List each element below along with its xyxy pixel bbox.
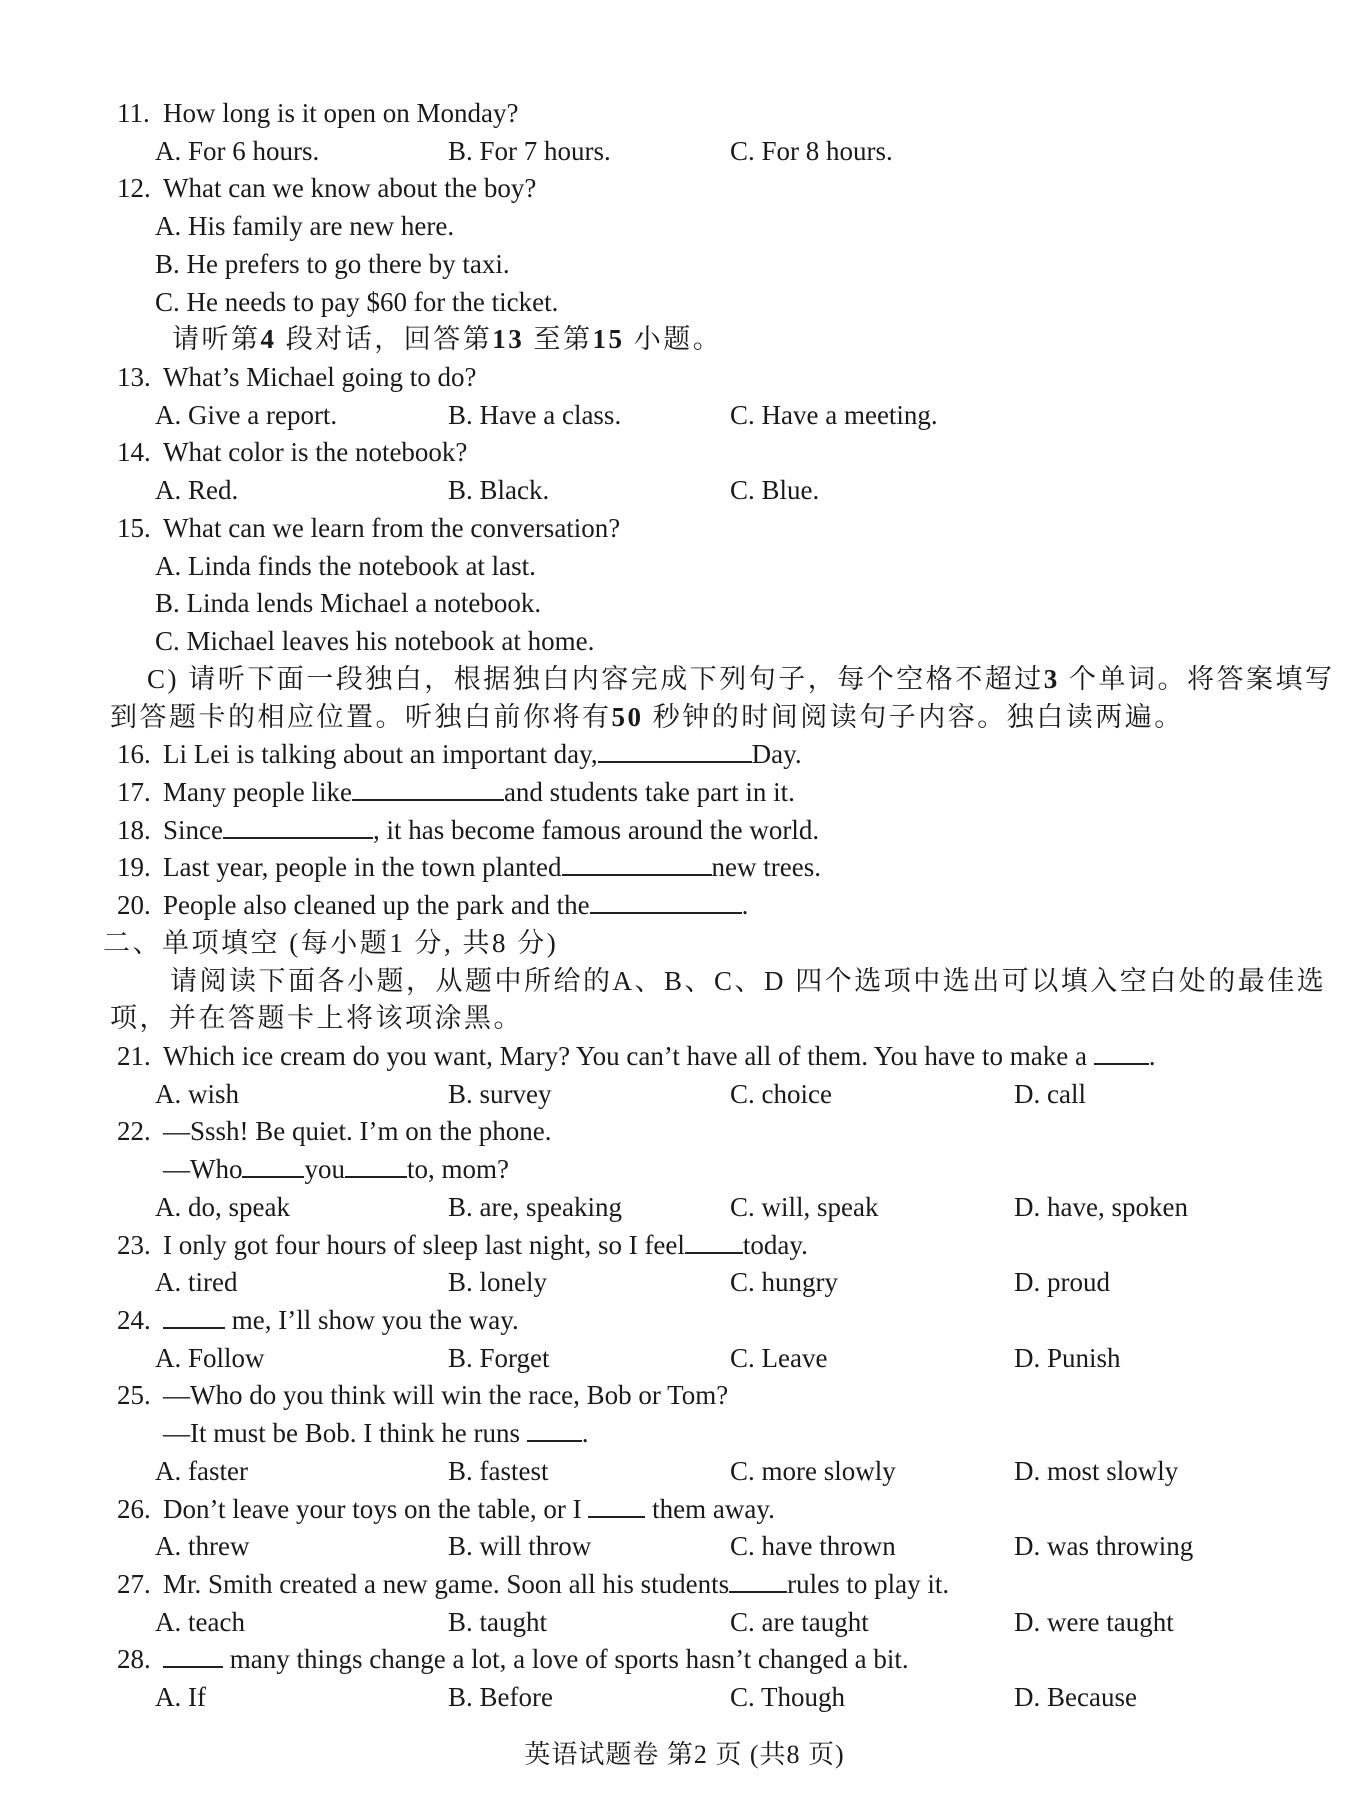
- text-run: 秒钟的时间阅读句子内容。独白读两遍。: [643, 701, 1184, 732]
- text-run: 15: [592, 324, 625, 355]
- option-line: [0, 208, 1369, 246]
- fill-in-blank: [562, 850, 712, 876]
- question-number: 11.: [117, 98, 150, 128]
- option-a: A. threw: [155, 1531, 250, 1562]
- option-c: C. choice: [730, 1078, 832, 1109]
- question-line: [0, 1302, 1369, 1340]
- option-b: B. Forget: [448, 1342, 550, 1373]
- option-d: D. Because: [1014, 1682, 1137, 1713]
- text-run: Last year, people in the town planted: [163, 852, 562, 883]
- question-line: [0, 812, 1369, 850]
- text-run: —Sssh! Be quiet. I’m on the phone.: [163, 1116, 552, 1147]
- section-c-instructions: [0, 661, 1369, 699]
- text-run: and students take part in it.: [503, 776, 795, 807]
- fill-in-blank: [352, 775, 504, 801]
- question-line: [0, 887, 1369, 925]
- question-line: [0, 1038, 1369, 1076]
- question-line: [0, 434, 1369, 472]
- option-b: B. taught: [448, 1606, 547, 1637]
- text-run: today.: [742, 1229, 808, 1260]
- option-c: C. are taught: [730, 1606, 869, 1637]
- options-row: [0, 1264, 1369, 1302]
- fill-in-blank: [242, 1152, 304, 1178]
- instructions-continued: [0, 699, 1369, 737]
- text-run: Mr. Smith created a new game. Soon all his students: [163, 1569, 730, 1600]
- fill-in-blank: [598, 737, 752, 763]
- options-row: [0, 1189, 1369, 1227]
- question-line: [0, 510, 1369, 548]
- text-run: A. Linda finds the notebook at last.: [155, 550, 536, 581]
- option-c: C. hungry: [730, 1267, 838, 1298]
- question-number: 23.: [117, 1229, 151, 1260]
- text-run: .: [1148, 1040, 1156, 1071]
- text-run: B. Linda lends Michael a notebook.: [155, 588, 542, 619]
- text-run: 4: [260, 324, 277, 355]
- question-number: 20.: [117, 890, 151, 921]
- option-line: [0, 284, 1369, 322]
- option-c: C. Though: [730, 1682, 846, 1713]
- text-run: 3: [1043, 663, 1060, 694]
- fill-in-blank: [729, 1567, 787, 1593]
- option-a: A. For 6 hours.: [155, 135, 320, 166]
- text-run: Which ice cream do you want, Mary? You can’t have all of them. You have to make a: [163, 1040, 1094, 1071]
- option-a: A. If: [155, 1682, 206, 1713]
- text-run: —Who: [163, 1154, 243, 1185]
- text-run: them away.: [645, 1493, 775, 1524]
- question-number: 25.: [117, 1380, 151, 1411]
- text-run: Since: [163, 814, 223, 845]
- option-b: B. lonely: [448, 1267, 547, 1298]
- option-b: B. fastest: [448, 1455, 549, 1486]
- question-line: [0, 849, 1369, 887]
- text-run: Many people like: [163, 776, 352, 807]
- option-d: D. Punish: [1014, 1342, 1121, 1373]
- question-line: [0, 1566, 1369, 1604]
- text-run: Day.: [751, 739, 802, 770]
- fill-in-blank: [588, 1492, 645, 1518]
- text-run: .: [581, 1418, 589, 1449]
- options-row: [0, 1604, 1369, 1642]
- footer-text: 英语试题卷 第2 页 (共8 页): [524, 1740, 845, 1769]
- text-run: 至第: [524, 324, 593, 355]
- dialog-line: [0, 1151, 1369, 1189]
- options-row: [0, 1528, 1369, 1566]
- question-number: 24.: [117, 1305, 151, 1335]
- fill-in-blank: [685, 1228, 743, 1254]
- text-run: How long is it open on Monday?: [163, 98, 519, 128]
- text-run: 13: [492, 324, 525, 355]
- text-run: What can we know about the boy?: [163, 173, 537, 204]
- section-two-header: [0, 925, 1369, 963]
- page-footer: [0, 1734, 1369, 1771]
- text-run: 请阅读下面各小题，从题中所给的A、B、C、D 四个选项中选出可以填入空白处的最佳选: [170, 965, 1327, 996]
- option-a: A. Give a report.: [155, 399, 338, 430]
- question-number: 16.: [117, 739, 151, 770]
- text-run: What color is the notebook?: [163, 437, 468, 468]
- question-number: 13.: [117, 362, 151, 393]
- question-line: [0, 1113, 1369, 1151]
- question-line: [0, 359, 1369, 397]
- question-number: 28.: [117, 1644, 151, 1675]
- option-b: B. are, speaking: [448, 1191, 622, 1222]
- option-a: A. faster: [155, 1455, 248, 1486]
- question-line: [0, 1641, 1369, 1679]
- options-row: [0, 472, 1369, 510]
- instructions-continued: [0, 1000, 1369, 1038]
- exam-body: [0, 95, 1369, 1717]
- text-run: .: [741, 890, 749, 921]
- option-b: B. survey: [448, 1078, 552, 1109]
- listening-hint-line: [0, 321, 1369, 359]
- text-run: many things change a lot, a love of sports hasn’t changed a bit.: [223, 1644, 909, 1675]
- option-d: D. was throwing: [1014, 1531, 1194, 1562]
- fill-in-blank: [163, 1303, 225, 1329]
- text-run: A. His family are new here.: [155, 211, 455, 242]
- question-line: [0, 736, 1369, 774]
- question-number: 27.: [117, 1569, 151, 1600]
- options-row: [0, 1679, 1369, 1717]
- text-run: to, mom?: [406, 1154, 509, 1185]
- option-line: [0, 246, 1369, 284]
- dialog-line: [0, 1415, 1369, 1453]
- text-run: 项，并在答题卡上将该项涂黑。: [110, 1003, 523, 1034]
- options-row: [0, 133, 1369, 171]
- text-run: Don’t leave your toys on the table, or I: [163, 1493, 589, 1524]
- text-run: I only got four hours of sleep last night, so I feel: [163, 1229, 685, 1260]
- option-c: C. For 8 hours.: [730, 135, 893, 166]
- option-a: A. do, speak: [155, 1191, 290, 1222]
- text-run: 小题。: [624, 324, 723, 355]
- text-run: Li Lei is talking about an important day,: [163, 739, 598, 770]
- option-a: A. Red.: [155, 475, 239, 506]
- question-number: 12.: [117, 173, 151, 204]
- option-c: C. more slowly: [730, 1455, 896, 1486]
- option-b: B. will throw: [448, 1531, 592, 1562]
- text-run: 二、单项填空 (每小题1 分, 共8 分): [103, 927, 559, 958]
- question-line: [0, 170, 1369, 208]
- option-b: B. For 7 hours.: [448, 135, 611, 166]
- option-b: B. Have a class.: [448, 399, 622, 430]
- option-c: C. Leave: [730, 1342, 828, 1373]
- text-run: new trees.: [711, 852, 821, 883]
- question-line: [0, 1377, 1369, 1415]
- text-run: What can we learn from the conversation?: [163, 512, 621, 543]
- option-line: [0, 623, 1369, 661]
- question-line: [0, 95, 1369, 133]
- question-number: 21.: [117, 1040, 151, 1071]
- option-b: B. Black.: [448, 475, 550, 506]
- text-run: 50: [611, 701, 644, 732]
- option-b: B. Before: [448, 1682, 553, 1713]
- option-d: D. call: [1014, 1078, 1086, 1109]
- question-number: 19.: [117, 852, 151, 883]
- option-c: C. will, speak: [730, 1191, 879, 1222]
- options-row: [0, 1076, 1369, 1114]
- option-d: D. proud: [1014, 1267, 1110, 1298]
- question-number: 14.: [117, 437, 151, 468]
- fill-in-blank: [527, 1416, 582, 1442]
- option-d: D. most slowly: [1014, 1455, 1179, 1486]
- text-run: —It must be Bob. I think he runs: [163, 1418, 527, 1449]
- text-run: —Who do you think will win the race, Bob or Tom?: [163, 1380, 729, 1411]
- text-run: 请听第: [172, 324, 261, 355]
- option-a: A. tired: [155, 1267, 238, 1298]
- option-d: D. have, spoken: [1014, 1191, 1188, 1222]
- text-run: B. He prefers to go there by taxi.: [155, 248, 510, 279]
- question-line: [0, 1227, 1369, 1265]
- text-run: me, I’ll show you the way.: [225, 1305, 519, 1335]
- text-run: 到答题卡的相应位置。听独白前你将有: [110, 701, 612, 732]
- fill-in-blank: [590, 888, 742, 914]
- option-a: A. wish: [155, 1078, 240, 1109]
- text-run: 个单词。将答案填写: [1059, 663, 1335, 694]
- text-run: you: [304, 1154, 345, 1185]
- options-row: [0, 397, 1369, 435]
- question-line: [0, 1491, 1369, 1529]
- option-d: D. were taught: [1014, 1606, 1174, 1637]
- question-number: 17.: [117, 776, 151, 807]
- text-run: 段对话，回答第: [276, 324, 493, 355]
- fill-in-blank: [223, 813, 373, 839]
- option-a: A. teach: [155, 1606, 245, 1637]
- text-run: C) 请听下面一段独白，根据独白内容完成下列句子，每个空格不超过: [147, 663, 1044, 694]
- options-row: [0, 1340, 1369, 1378]
- question-number: 18.: [117, 814, 151, 845]
- options-row: [0, 1453, 1369, 1491]
- option-line: [0, 548, 1369, 586]
- text-run: rules to play it.: [787, 1569, 950, 1600]
- text-run: C. Michael leaves his notebook at home.: [155, 626, 595, 657]
- question-number: 22.: [117, 1116, 151, 1147]
- text-run: C. He needs to pay $60 for the ticket.: [155, 286, 559, 317]
- option-c: C. Have a meeting.: [730, 399, 938, 430]
- question-number: 15.: [117, 512, 151, 543]
- text-run: People also cleaned up the park and the: [163, 890, 590, 921]
- question-number: 26.: [117, 1493, 151, 1524]
- option-a: A. Follow: [155, 1342, 265, 1373]
- option-line: [0, 585, 1369, 623]
- text-run: , it has become famous around the world.: [373, 814, 820, 845]
- text-run: What’s Michael going to do?: [163, 362, 477, 393]
- fill-in-blank: [345, 1152, 407, 1178]
- fill-in-blank: [1094, 1039, 1149, 1065]
- fill-in-blank: [163, 1642, 223, 1668]
- option-c: C. Blue.: [730, 475, 820, 506]
- mc-instructions: [0, 963, 1369, 1001]
- question-line: [0, 774, 1369, 812]
- option-c: C. have thrown: [730, 1531, 896, 1562]
